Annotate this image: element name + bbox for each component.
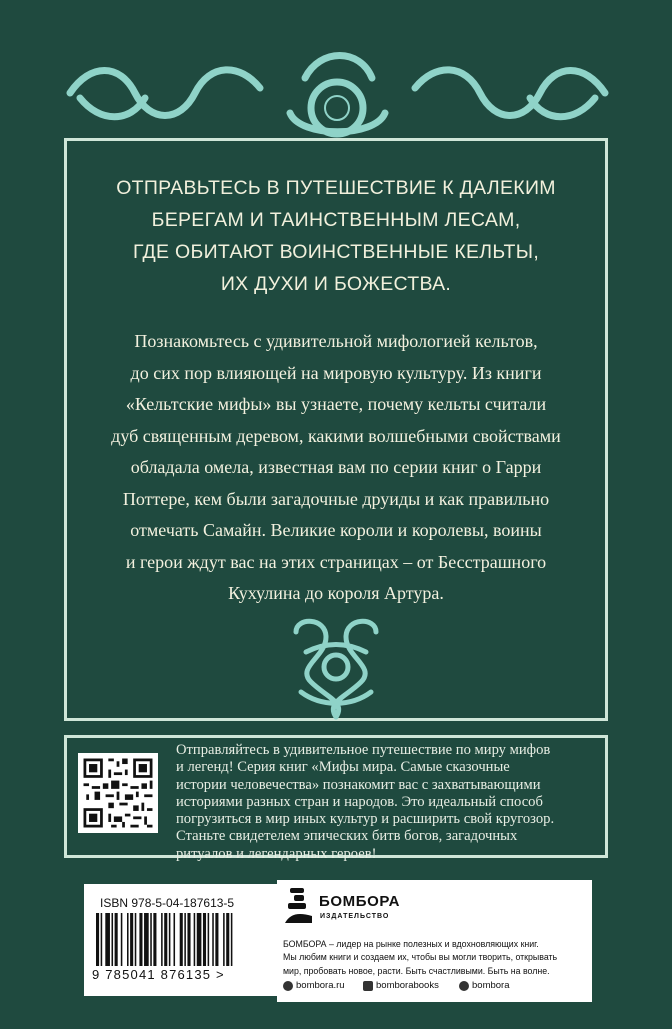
heading-line: БЕРЕГАМ И ТАИНСТВЕННЫМ ЛЕСАМ, (151, 209, 521, 231)
social-vk[interactable] (363, 980, 439, 991)
body-line: и герои ждут вас на этих страницах – от Бесстрашного (125, 551, 547, 572)
globe-icon (283, 981, 293, 991)
heading-line: ИХ ДУХИ И БОЖЕСТВА. (220, 273, 452, 295)
heading-line: ГДЕ ОБИТАЮТ ВОИНСТВЕННЫЕ КЕЛЬТЫ, (132, 241, 540, 263)
publisher-line: Мы любим книги и создаем их, чтобы вы могли творить, открывать (283, 952, 558, 963)
telegram-icon (459, 981, 469, 991)
celtic-dragon-ornament-icon (60, 38, 615, 148)
barcode-digits: 9 785041 876135 > (92, 967, 225, 982)
publisher-description (283, 938, 557, 978)
vk-icon (363, 981, 373, 991)
social-website[interactable] (283, 980, 345, 991)
promo-line: Станьте свидетелем эпических битв богов, загадочных (176, 828, 518, 845)
body-line: отмечать Самайн. Великие короли и королевы, воины (130, 520, 542, 540)
description-text (104, 326, 568, 610)
promo-line: погрузиться в мир иных культур и расширить свой кругозор. (176, 811, 555, 828)
body-line: до сих пор влияющей на мировую культуру. Из книги (130, 362, 542, 383)
publisher-sub: ИЗДАТЕЛЬСТВО (320, 913, 390, 920)
publisher-name: БОМБОРА (319, 893, 401, 910)
social-label: bombora (472, 980, 510, 991)
promo-line: и легенд! Серия книг «Мифы мира. Самые сказочные (176, 759, 510, 776)
promo-line: Отправляйтесь в удивительное путешествие по миру мифов (176, 742, 551, 758)
body-line: Кухулина до короля Артура. (228, 583, 444, 603)
bombora-logo-icon (284, 886, 314, 926)
publisher-line: мир, пробовать новое, расти. Быть счастливыми. Быть на волне. (283, 965, 550, 976)
social-telegram[interactable] (459, 980, 510, 991)
promo-line: историями разных стран и народов. Это идеальный способ (176, 793, 543, 810)
promo-line: ритуалов и легендарных героев! (176, 845, 377, 862)
body-line: «Кельтские мифы» вы узнаете, почему кельты считали (125, 394, 547, 414)
series-promo-text (176, 742, 601, 863)
body-line: Поттере, кем были загадочные друиды и как правильно (122, 488, 550, 509)
celtic-knot-ornament-icon (286, 612, 386, 724)
qr-code[interactable] (78, 753, 158, 833)
tagline-heading (64, 172, 608, 300)
body-line: Познакомьтесь с удивительной мифологией кельтов, (134, 331, 538, 351)
body-line: дуб священным деревом, какими волшебными свойствами (111, 425, 561, 446)
publisher-line: БОМБОРА – лидер на рынке полезных и вдохновляющих книг. (283, 939, 539, 949)
body-line: обладала омела, известная вам по серии книг о Гарри (130, 457, 542, 477)
isbn-label: ISBN 978-5-04-187613-5 (100, 896, 235, 910)
social-label: bombora.ru (296, 980, 345, 991)
promo-line: истории человечества» познакомит вас с захватывающими (176, 776, 541, 793)
heading-line: ОТПРАВЬТЕСЬ В ПУТЕШЕСТВИЕ К ДАЛЕКИМ (116, 177, 556, 199)
social-label: bomborabooks (376, 980, 439, 991)
